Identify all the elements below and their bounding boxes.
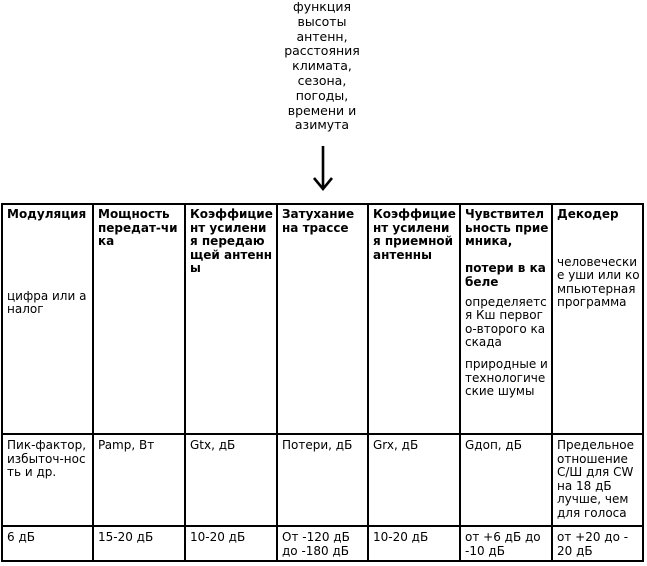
value-cell: 10-20 дБ [373, 530, 429, 544]
param-cell: Gдоп, дБ [465, 438, 522, 452]
annotation-line: азимута [294, 117, 350, 133]
header-note: цифра или аналог [7, 288, 87, 317]
header-title: Затухание на трассе [282, 207, 355, 235]
header-title: Чувствительность приемника, [465, 207, 549, 249]
header-note: человеческие уши или компьютерная программа [557, 254, 640, 310]
header-cell-tx-antenna-gain [190, 208, 274, 276]
param-cell: Пик-фактор, избыточ-ность и др. [7, 438, 87, 480]
annotation-line: погоды, [295, 87, 349, 103]
value-cell: 6 дБ [7, 530, 35, 544]
header-cell-tx-power [98, 208, 182, 249]
annotation-line: расстояния [284, 43, 360, 59]
param-cell: Предельное отношение С/Ш для CW на 18 дБ лучше, чем для голоса [557, 438, 635, 520]
param-cell: Pamp, Вт [98, 438, 155, 452]
header-title: Модуляция [7, 207, 87, 221]
header-cell-modulation [7, 208, 90, 317]
value-cell: 10-20 дБ [190, 530, 246, 544]
value-cell: От -120 дБ до -180 дБ [282, 530, 350, 558]
annotation-line: сезона, [297, 72, 347, 88]
header-cell-decoder [557, 208, 640, 310]
header-title: Декодер [557, 207, 619, 221]
param-cell: Grx, дБ [373, 438, 419, 452]
down-arrow-icon [311, 146, 335, 192]
header-cell-path-loss [282, 208, 365, 235]
annotation-line: функция [293, 0, 351, 14]
header-title-cable-loss: потери в кабеле [465, 261, 546, 289]
value-cell: от +6 дБ до -10 дБ [465, 530, 541, 558]
annotation-line: высоты [297, 13, 347, 29]
param-cell: Gtx, дБ [190, 438, 236, 452]
annotation-line: времени и [287, 102, 357, 118]
value-cell: от +20 до - 20 дБ [557, 530, 629, 558]
annotation-line: климата, [292, 58, 352, 74]
header-title: Мощность передат-чика [98, 207, 178, 249]
header-note-noise: природные и технологические шумы [465, 356, 548, 399]
annotation-text [262, 0, 382, 133]
header-note: определяется Кш первого-второго каскада [465, 294, 547, 350]
param-cell: Потери, дБ [282, 438, 353, 452]
link-budget-table [1, 203, 644, 562]
annotation-line: антенн, [296, 28, 348, 44]
value-cell: 15-20 дБ [98, 530, 154, 544]
header-cell-rx-sensitivity [465, 208, 549, 399]
header-cell-rx-antenna-gain [373, 208, 457, 262]
header-title: Коэффициент усиления приемной антенны [373, 207, 456, 262]
header-title: Коэффициент усиления передающей антенны [190, 207, 273, 276]
